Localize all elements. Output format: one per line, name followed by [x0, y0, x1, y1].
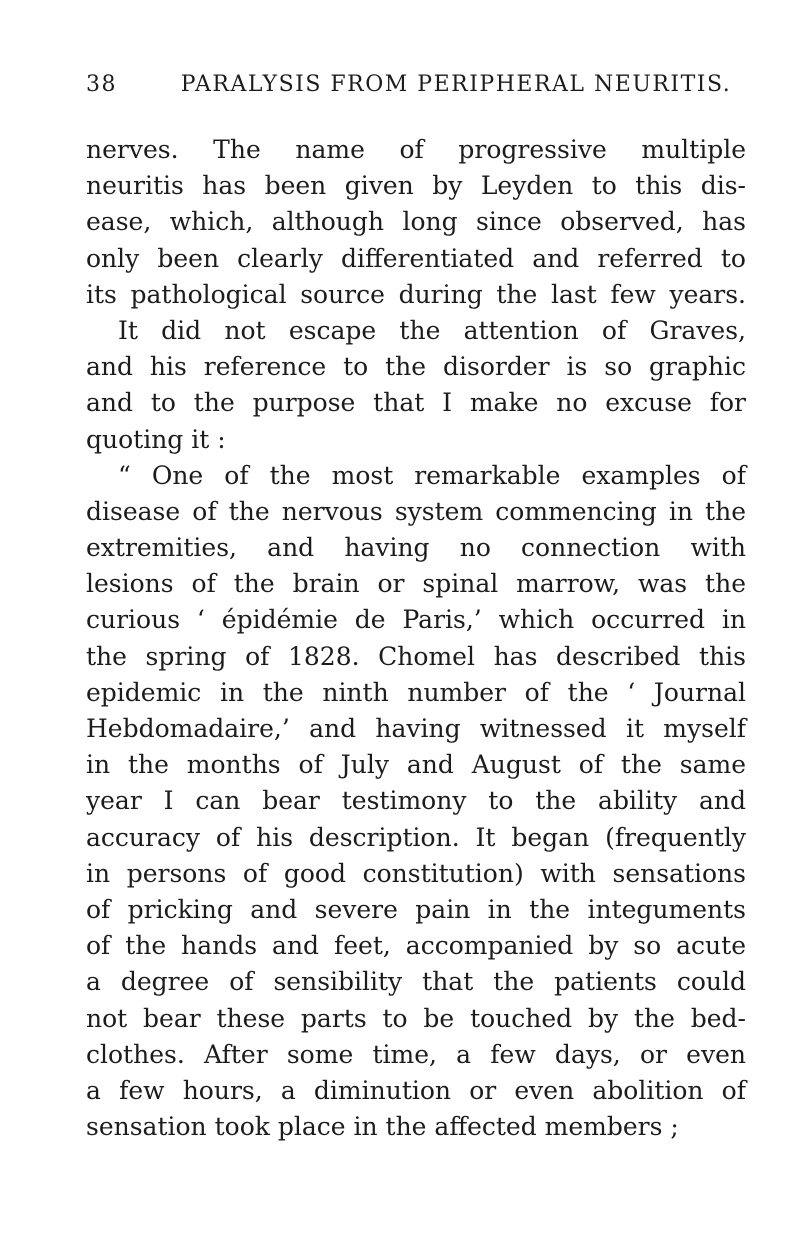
text-line: the spring of 1828. Chomel has described this: [86, 641, 746, 671]
text-line: “ One of the most remarkable examples of: [118, 460, 746, 490]
text-line: of the hands and feet, accompanied by so acute: [86, 931, 746, 961]
text-line: quoting it :: [86, 424, 226, 454]
text-line: in the months of July and August of the same: [86, 750, 746, 780]
text-line: of pricking and severe pain in the integuments: [86, 894, 746, 924]
text-line: year I can bear testimony to the ability and: [86, 786, 746, 816]
text-line: sensation took place in the affected members ;: [86, 1112, 679, 1142]
running-head: PARALYSIS FROM PERIPHERAL NEURITIS.: [180, 72, 732, 97]
text-line: It did not escape the attention of Graves,: [118, 315, 746, 345]
text-line: clothes. After some time, a few days, or even: [86, 1039, 746, 1069]
text-line: disease of the nervous system commencing in the: [86, 496, 746, 526]
text-line: curious ‘ épidémie de Paris,’ which occurred in: [86, 605, 746, 635]
page-number: 38: [86, 72, 117, 97]
page-header: [86, 72, 756, 108]
text-line: extremities, and having no connection with: [86, 533, 746, 563]
text-line: not bear these parts to be touched by the bed-: [86, 1003, 746, 1033]
body-text: [86, 132, 746, 1145]
text-line: Hebdomadaire,’ and having witnessed it myself: [86, 714, 746, 743]
text-line: accuracy of his description. It began (frequently: [86, 822, 746, 852]
text-line: neuritis has been given by Leyden to this dis-: [86, 171, 746, 201]
text-line: and to the purpose that I make no excuse for: [86, 388, 746, 418]
text-line: nerves. The name of progressive multiple: [86, 135, 746, 164]
text-line: its pathological source during the last few years.: [86, 279, 746, 309]
text-line: a degree of sensibility that the patients could: [86, 967, 746, 997]
text-line: only been clearly differentiated and referred to: [86, 243, 746, 273]
text-line: ease, which, although long since observed, has: [86, 207, 746, 237]
text-line: a few hours, a diminution or even abolition of: [86, 1075, 746, 1105]
text-line: and his reference to the disorder is so graphic: [86, 352, 746, 382]
text-line: in persons of good constitution) with sensations: [86, 858, 746, 888]
text-line: lesions of the brain or spinal marrow, was the: [86, 569, 746, 599]
text-line: epidemic in the ninth number of the ‘ Journal: [86, 677, 746, 707]
